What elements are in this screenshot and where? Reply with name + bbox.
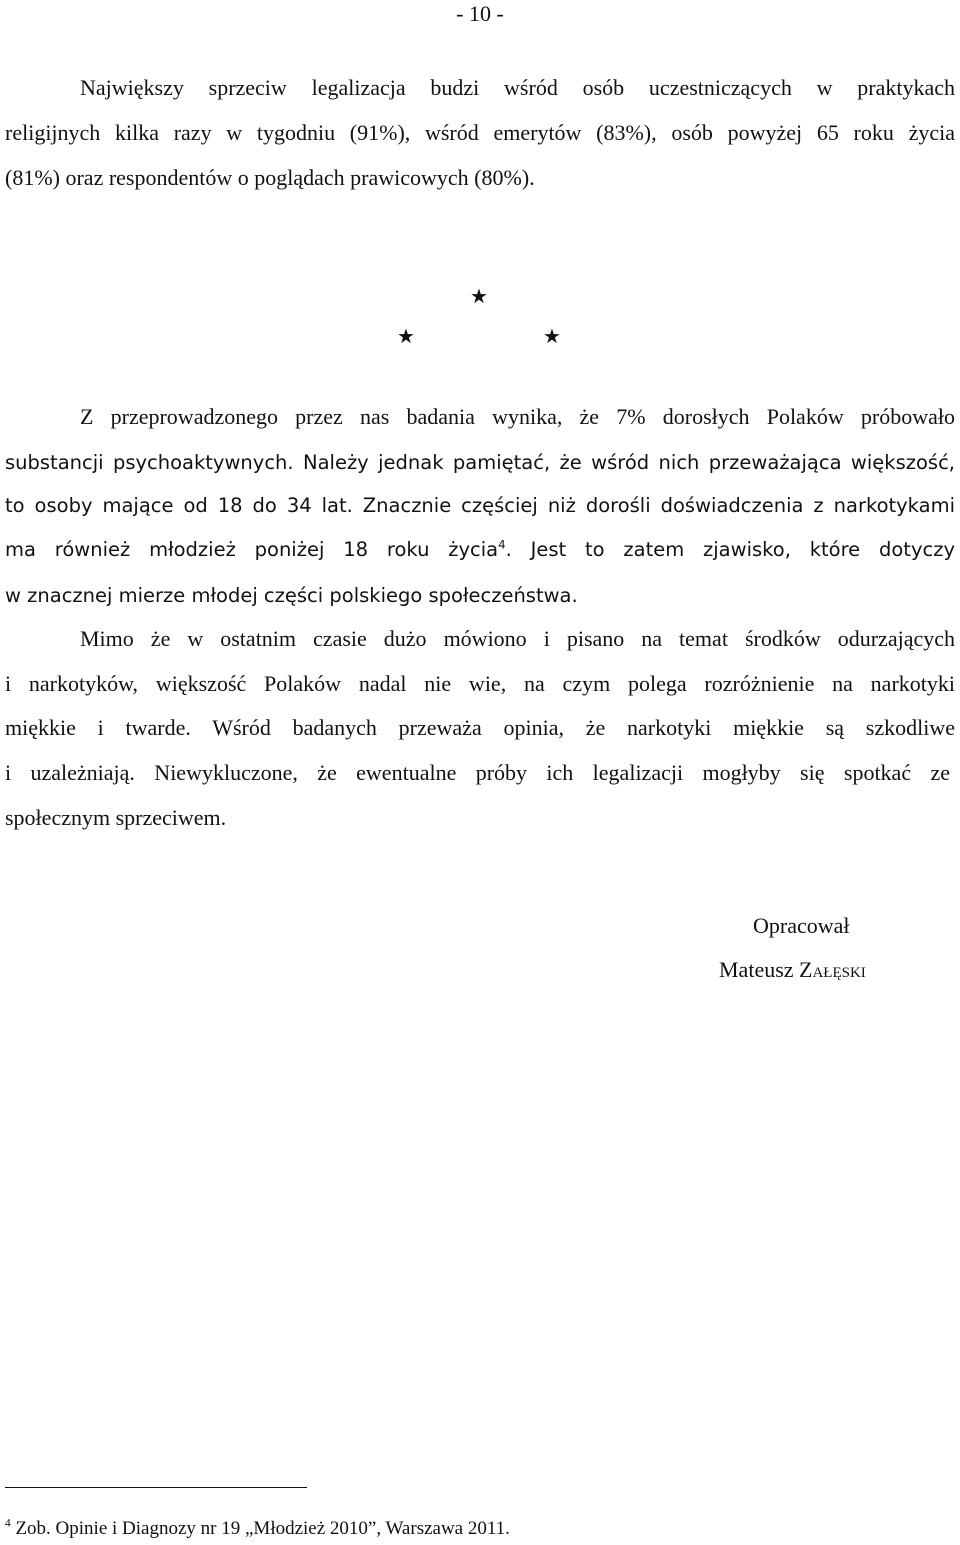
text-line: Z przeprowadzonego przez nas badania wynika, że 7% dorosłych Polaków próbowało — [80, 404, 955, 429]
text-fragment: . Jest to zatem zjawisko, które dotyczy — [505, 538, 955, 561]
author-name — [719, 956, 866, 984]
author-surname: Załęski — [799, 957, 866, 982]
text-fragment: ma również młodzież poniżej 18 roku życia — [5, 538, 499, 561]
text-line: to osoby mające od 18 do 34 lat. Znacznie częściej niż dorośli doświadczenia z narkotykami — [5, 494, 955, 517]
text-line: Największy sprzeciw legalizacja budzi wśród osób uczestniczących w praktykach — [80, 75, 955, 100]
text-line: (81%) oraz respondentów o poglądach prawicowych (80%). — [5, 165, 535, 190]
footnote-number: 4 — [5, 1517, 11, 1530]
star-icon: ★ — [543, 324, 561, 348]
footnote — [5, 1516, 510, 1542]
signature-label: Opracował — [753, 913, 850, 938]
text-line: i narkotyków, większość Polaków nadal nie wie, na czym polega rozróżnienie na narkotyki — [5, 671, 955, 696]
text-line: miękkie i twarde. Wśród badanych przeważa opinia, że narkotyki miękkie są szkodliwe — [5, 715, 955, 740]
text-line: Mimo że w ostatnim czasie dużo mówiono i pisano na temat środków odurzających — [80, 626, 955, 651]
text-line: religijnych kilka razy w tygodniu (91%), wśród emerytów (83%), osób powyżej 65 roku życia — [5, 120, 955, 145]
footnote-text: Zob. Opinie i Diagnozy nr 19 „Młodzież 2010”, Warszawa 2011. — [10, 1518, 510, 1539]
star-icon: ★ — [470, 284, 488, 308]
text-line: w znacznej mierze młodej części polskiego społeczeństwa. — [5, 584, 578, 607]
text-line — [5, 536, 955, 564]
star-icon: ★ — [397, 324, 415, 348]
text-line: społecznym sprzeciwem. — [5, 805, 227, 830]
footnote-divider — [5, 1487, 307, 1488]
text-line: substancji psychoaktywnych. Należy jednak pamiętać, że wśród nich przeważająca większość, — [5, 451, 955, 474]
author-first-name: Mateusz — [719, 957, 794, 982]
text-line: i uzależniają. Niewykluczone, że ewentualne próby ich legalizacji mogłyby się spotkać ze — [5, 760, 950, 785]
footnote-reference: 4 — [498, 537, 506, 552]
page-number: - 10 - — [456, 1, 504, 26]
